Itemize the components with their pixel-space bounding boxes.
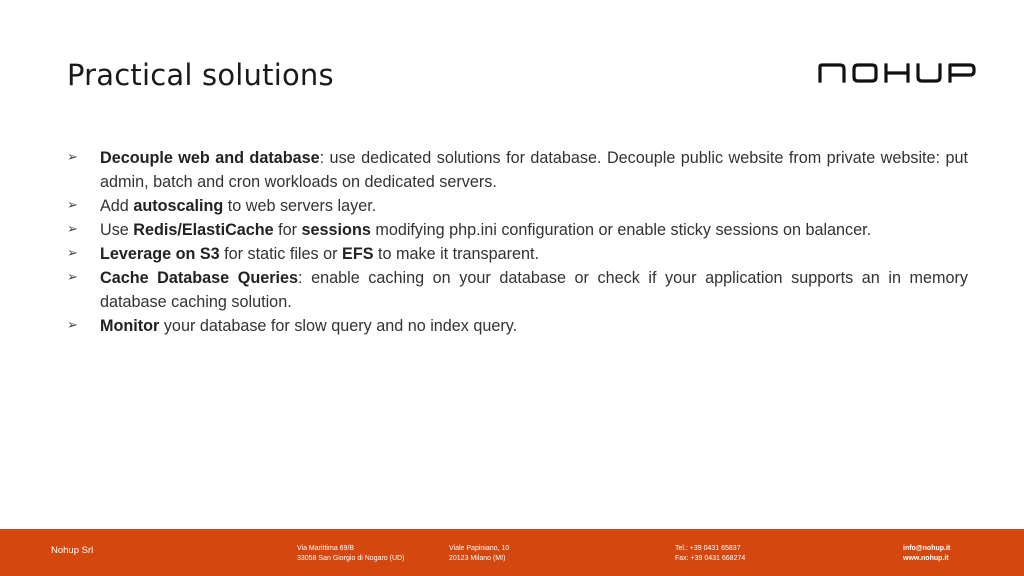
footer-contact (903, 544, 950, 564)
footer-address-1-line2: 33058 San Giorgio di Nogaro (UD) (297, 555, 405, 562)
footer-address-2-line2: 20123 Milano (MI) (449, 555, 506, 562)
arrow-bullet-icon: ➢ (67, 150, 78, 165)
footer-website-link[interactable]: www.nohup.it (903, 555, 949, 562)
bullet-bold: Monitor (100, 317, 160, 335)
bullet-monitor (67, 314, 968, 338)
bullet-text: to web servers layer. (223, 197, 377, 215)
footer-bar (0, 529, 1024, 576)
bullet-text: Add (100, 197, 134, 215)
footer-tel: Tel.: +39 0431 65837 (675, 545, 741, 552)
footer-fax: Fax: +39 0431 668274 (675, 555, 746, 562)
footer-address-2 (449, 544, 509, 564)
bullet-bold: EFS (342, 245, 374, 263)
bullet-text: : use dedicated solutions for database. Decouple public website from private website: put admin, batch and cron workloads on dedicated servers. (100, 149, 968, 191)
footer-email-link[interactable]: info@nohup.it (903, 545, 951, 552)
footer-phone (675, 544, 745, 564)
bullet-text: to make it transparent. (373, 245, 540, 263)
arrow-bullet-icon: ➢ (67, 246, 78, 261)
bullet-decouple (67, 146, 968, 194)
footer-address-1-line1: Via Marittima 69/B (297, 545, 355, 552)
footer-address-1 (297, 544, 404, 564)
bullet-bold: Redis/ElastiCache (133, 221, 274, 239)
slide-title: Practical solutions (67, 58, 334, 92)
footer-company: Nohup Srl (51, 545, 94, 556)
footer-address-2-line1: Viale Papiniano, 10 (449, 545, 510, 552)
nohup-logo (818, 63, 976, 83)
bullet-bold: Decouple web and database (100, 149, 320, 167)
bullet-text: : enable caching on your database or check if your application supports an in memory database caching solution. (100, 269, 968, 311)
bullet-bold: sessions (301, 221, 371, 239)
arrow-bullet-icon: ➢ (67, 270, 78, 285)
arrow-bullet-icon: ➢ (67, 222, 78, 237)
arrow-bullet-icon: ➢ (67, 198, 78, 213)
bullet-s3 (67, 242, 968, 266)
bullet-list (67, 146, 968, 338)
bullet-bold: autoscaling (133, 197, 224, 215)
bullet-text: Use (100, 221, 134, 239)
bullet-text: your database for slow query and no index query. (159, 317, 518, 335)
bullet-redis (67, 218, 968, 242)
bullet-cache (67, 266, 968, 314)
bullet-text: for static files or (219, 245, 343, 263)
bullet-bold: Cache Database Queries (100, 269, 299, 287)
bullet-text: modifying php.ini configuration or enable sticky sessions on balancer. (370, 221, 872, 239)
bullet-text: for (273, 221, 302, 239)
arrow-bullet-icon: ➢ (67, 318, 78, 333)
bullet-bold: Leverage on S3 (100, 245, 220, 263)
bullet-autoscaling (67, 194, 968, 218)
